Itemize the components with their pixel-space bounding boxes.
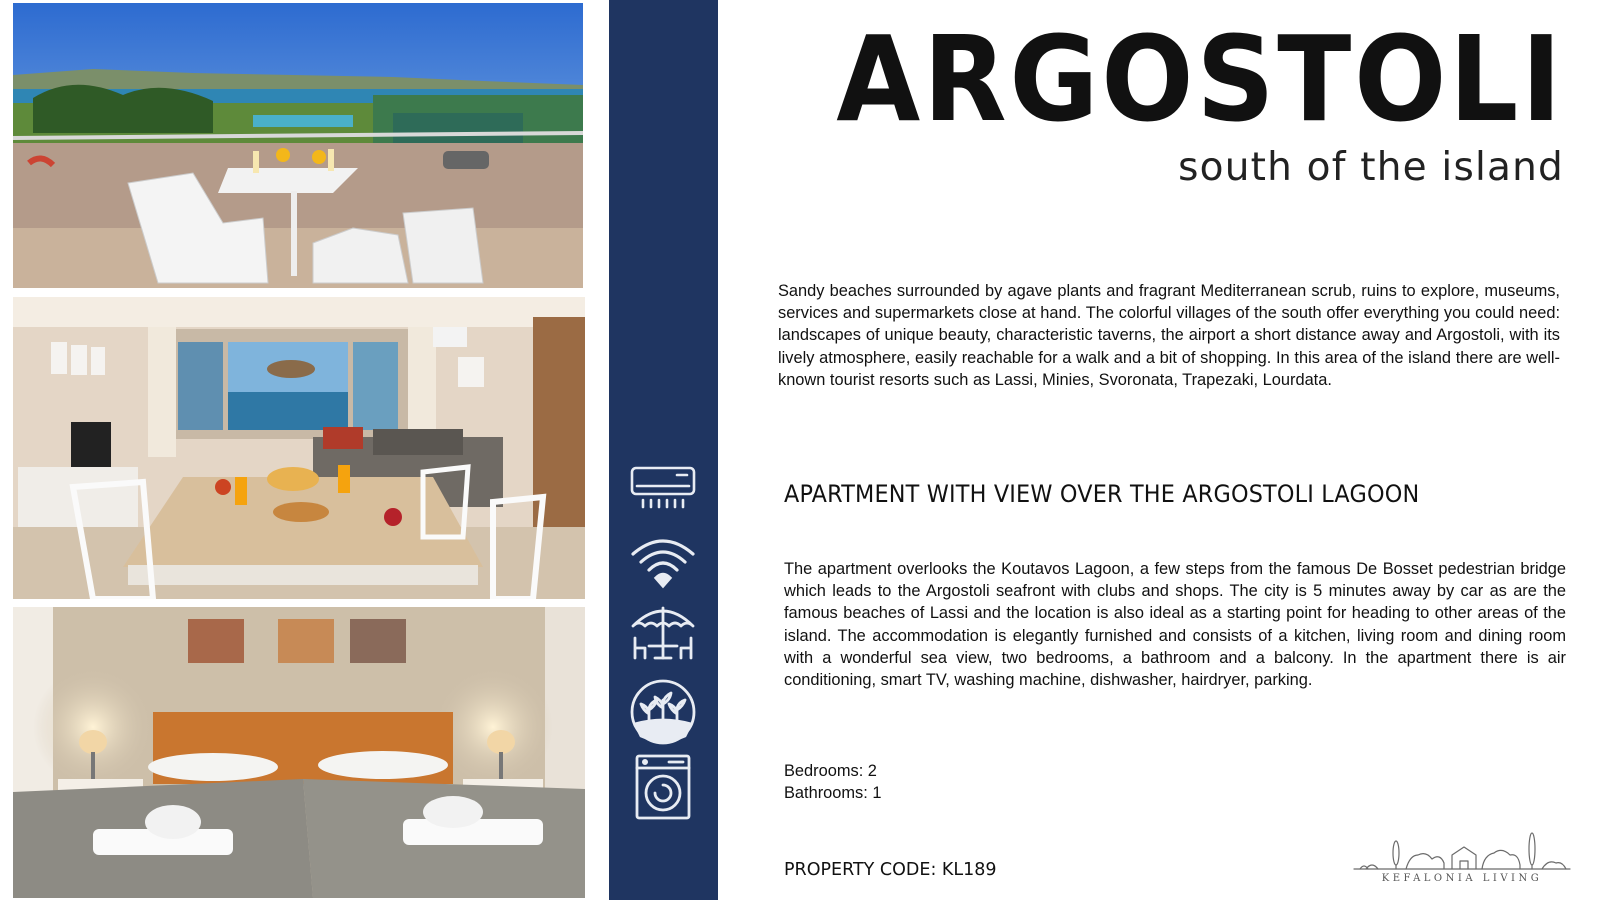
twin-bedroom-photo [13, 607, 585, 898]
page-subtitle: south of the island [1178, 145, 1564, 190]
logo-text: KEFALONIA LIVING [1381, 873, 1543, 884]
living-dining-room-photo [13, 297, 585, 599]
garden-plants-icon [629, 678, 697, 746]
kefalonia-living-logo [1352, 825, 1572, 891]
page-title: ARGOSTOLI [836, 10, 1564, 148]
balcony-sea-view-photo [13, 3, 583, 288]
property-code: PROPERTY CODE: KL189 [784, 860, 997, 880]
apartment-heading: APARTMENT WITH VIEW OVER THE ARGOSTOLI LAGOON [784, 480, 1420, 508]
bathrooms-count: Bathrooms: 1 [784, 784, 882, 803]
apartment-description: The apartment overlooks the Koutavos Lagoon, a few steps from the famous De Bosset pedestrian bridge which leads to the Argostoli seafront with clubs and shops. The city is 5 minutes away by car as are the famous beaches of Lassi and the location is also ideal as a starting point for heading to other areas of the island. The accommodation is elegantly furnished and consists of a kitchen, living room and dining room with a wonderful sea view, two bedrooms, a bathroom and a balcony. In the apartment there is air conditioning, smart TV, washing machine, dishwasher, hairdryer, parking. [784, 560, 1566, 690]
apartment-facts [784, 760, 881, 804]
wifi-icon [629, 528, 697, 596]
area-description: Sandy beaches surrounded by agave plants and fragrant Mediterranean scrub, ruins to explore, museums, services and supermarkets close at hand. The colorful villages of the south offer everything you could need: landscapes of unique beauty, characteristic taverns, the airport a short distance away and Argostoli, with its lively atmosphere, easily reachable for a walk and a bit of shopping. In this area of the island there are well-known tourist resorts such as Lassi, Minies, Svoronata, Trapezaki, Lourdata. [778, 282, 1560, 389]
air-conditioner-icon [629, 456, 697, 524]
bedrooms-count: Bedrooms: 2 [784, 762, 877, 780]
patio-umbrella-table-icon [629, 598, 697, 666]
washing-machine-icon [629, 753, 697, 821]
amenities-sidebar [609, 0, 718, 900]
